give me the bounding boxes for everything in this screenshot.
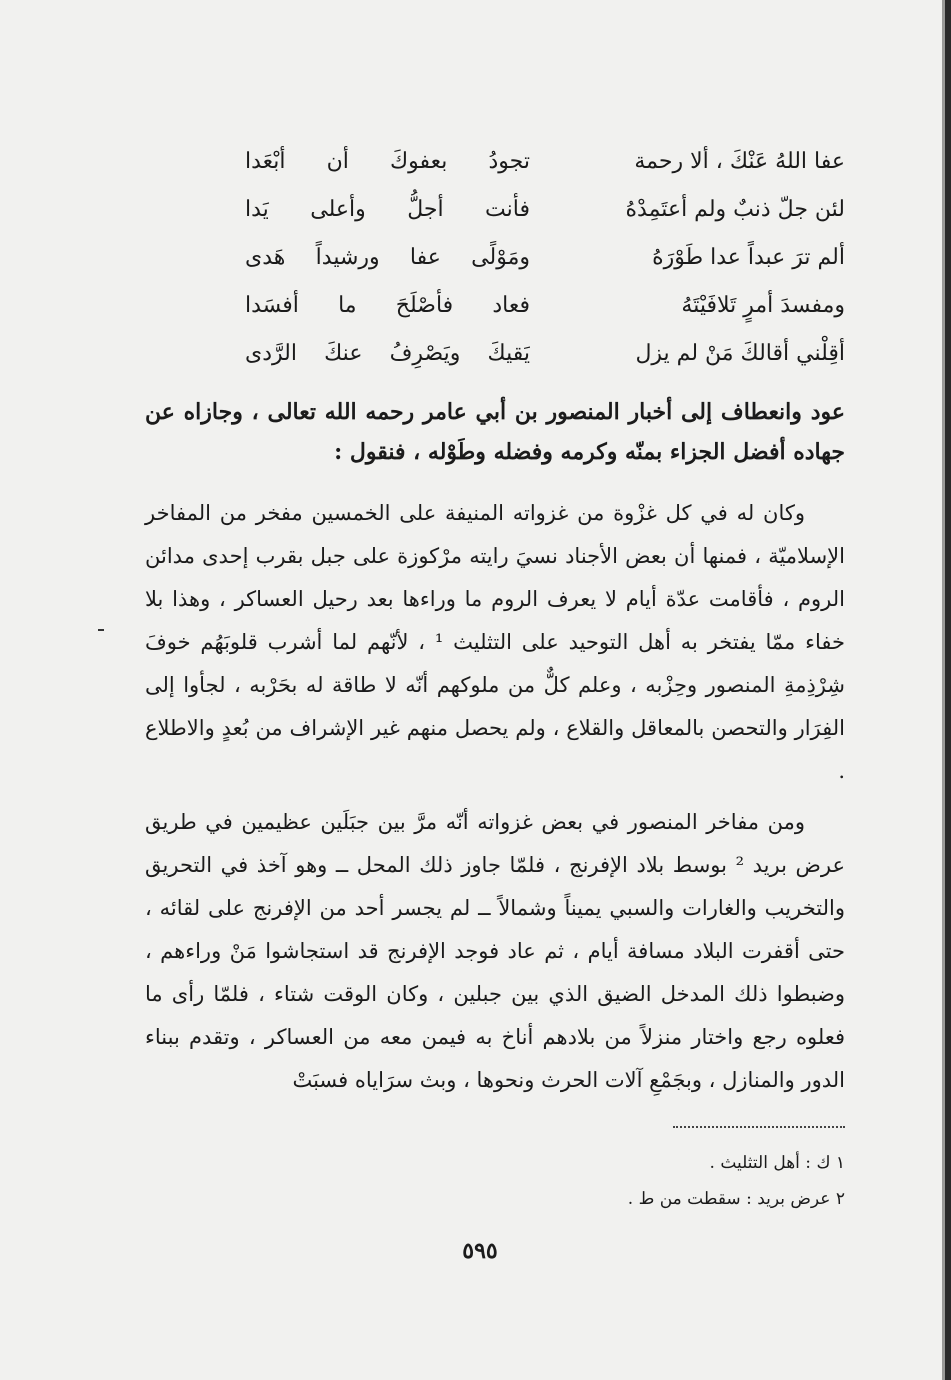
verse-first-hemistich: ومفسدَ أمرٍ تَلافَيْتَهُ	[681, 293, 845, 318]
verse-second-hemistich: تجودُ بعفوكَ أن أبْعَدا	[245, 149, 530, 174]
body-paragraph: ومن مفاخر المنصور في بعض غزواته أنّه مرَّ بين جبَلَين عظيمين في طريق عرض بريد ² بوسط بلاد الإفرنج ، فلمّا جاوز ذلك المحل ــ وهو آخذ في التحريق والتخريب والغارات والسبي يميناً وشمالاً ــ لم يجسر أحد من الإفرنج على لقائه ، حتى أقفرت البلاد مسافة أيام ، ثم عاد فوجد الإفرنج قد استجاشوا مَنْ وراءهم ، وضبطوا ذلك المدخل الضيق الذي بين جبلين ، وكان الوقت شتاء ، فلمّا رأى ما فعلوه رجع واختار منزلاً من بلادهم أناخ به فيمن معه من العساكر ، وتقدم ببناء الدور والمنازل ، وبجَمْعِ آلات الحرث ونحوها ، وبث سرَاياه فسبَتْ	[145, 810, 846, 1092]
verse-second-hemistich: ومَوْلًى عفا ورشيداً هَدى	[245, 245, 530, 270]
verse-second-hemistich: فأنت أجلُّ وأعلى يَدا	[245, 197, 530, 222]
verse-first-hemistich: لئن جلّ ذنبٌ ولم أعتَمِدْهُ	[625, 197, 845, 222]
footnote-divider	[673, 1126, 845, 1128]
verse-first-hemistich: أقِلْني أقالكَ مَنْ لم يزل	[635, 341, 845, 366]
verse-first-hemistich: عفا اللهُ عَنْكَ ، ألا رحمة	[634, 149, 845, 174]
poem-verse	[245, 138, 845, 186]
margin-mark	[98, 629, 104, 631]
verse-first-hemistich: ألم ترَ عبداً عدا طَوْرَهُ	[652, 245, 845, 270]
footnotes	[445, 1145, 845, 1217]
poem	[245, 138, 845, 378]
footnote: ٢ عرض بريد : سقطت من ط .	[627, 1189, 845, 1209]
poem-verse	[245, 282, 845, 330]
section-heading: عود وانعطاف إلى أخبار المنصور بن أبي عامر رحمه الله تعالى ، وجازاه عن جهاده أفضل الجزاء بمنّه وكرمه وفضله وطَوْله ، فنقول :	[145, 399, 845, 465]
poem-verse	[245, 234, 845, 282]
verse-second-hemistich: يَقيكَ ويَصْرِفُ عنكَ الرَّدى	[245, 341, 530, 366]
footnote: ١ ك : أهل التثليث .	[709, 1153, 845, 1173]
page-number: ٥٩٥	[462, 1238, 498, 1264]
verse-second-hemistich: فعاد فأصْلَحَ ما أفسَدا	[245, 293, 530, 318]
poem-verse	[245, 330, 845, 378]
poem-verse	[245, 186, 845, 234]
page-content	[145, 138, 845, 1102]
page-edge	[945, 0, 951, 1380]
body-paragraph: وكان له في كل غزْوة من غزواته المنيفة على الخمسين مفخر من المفاخر الإسلاميّة ، فمنها أن بعض الأجناد نسيَ رايته مرْكوزة على جبل بقرب إحدى مدائن الروم ، فأقامت عدّة أيام لا يعرف الروم ما وراءها بعد رحيل العساكر ، وهذا بلا خفاء ممّا يفتخر به أهل التوحيد على التثليث ¹ ، لأنّهم لما أشرب قلوبَهُم خوفَ شِرْذِمةِ المنصور وحِزْبه ، وعلم كلٌّ من ملوكهم أنّه لا طاقة له بحَرْبه ، لجأوا إلى الفِرَار والتحصن بالمعاقل والقلاع ، ولم يحصل منهم غير الإشراف من بُعدٍ والاطلاع .	[145, 501, 845, 783]
